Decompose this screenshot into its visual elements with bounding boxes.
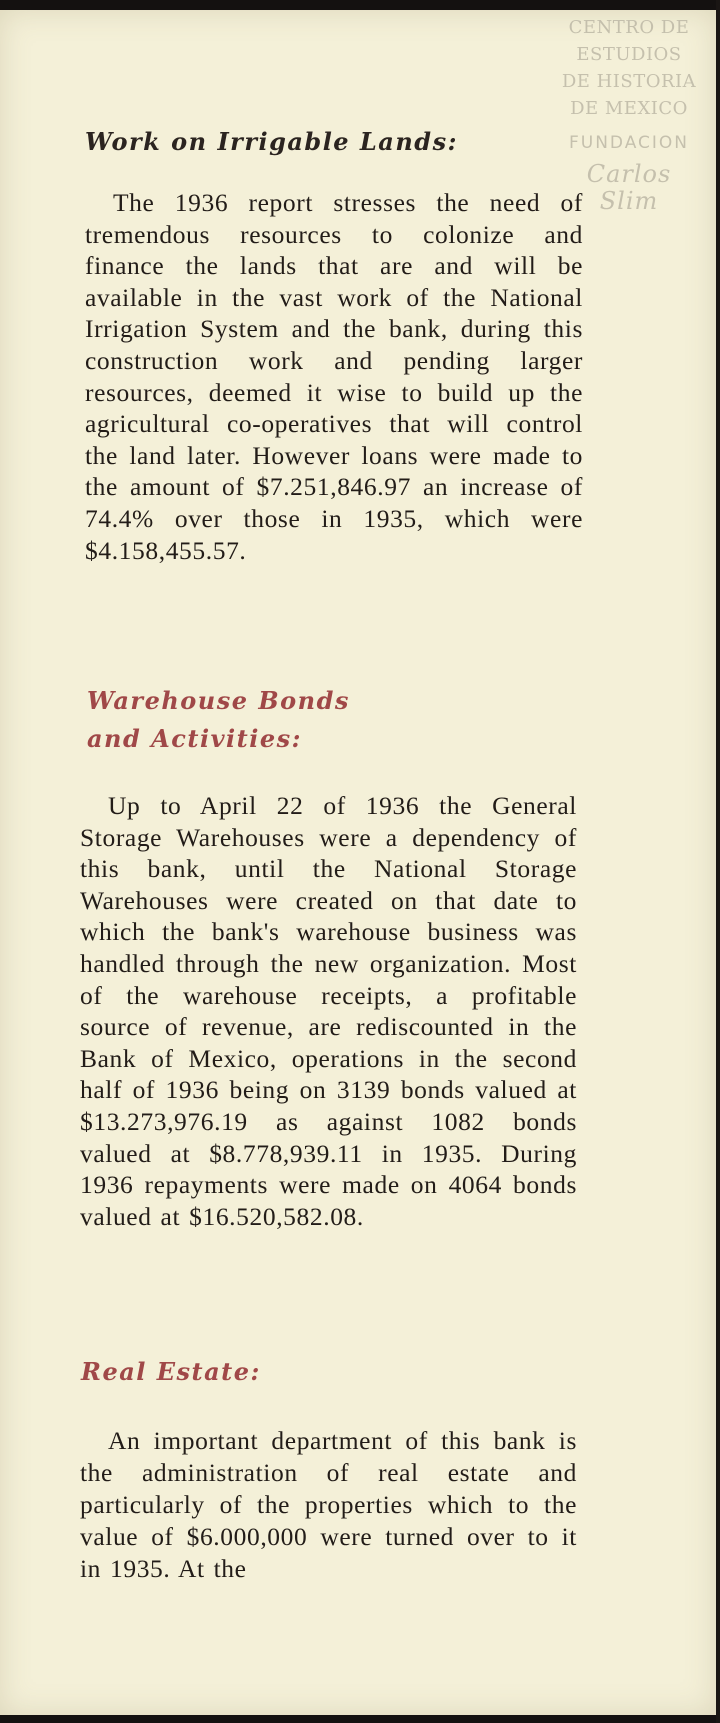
- section-heading-warehouse-line2: and Activities:: [87, 724, 302, 753]
- document-page: [0, 10, 716, 1715]
- section-heading-irrigable-lands: Work on Irrigable Lands:: [85, 127, 458, 156]
- paragraph-text: The 1936 report stresses the need of tremendous resources to colonize and finance the lands that are and will be available in the vast work of the National Irrigation System and the bank, during this construction work and pending larger resources, deemed it wise to build up the agricultural co-operatives that will control the land later. However loans were made to the amount of $7.251,846.97 an increase of 74.4% over those in 1935, which were $4.158,455.57.: [85, 188, 583, 565]
- paragraph-real-estate: [80, 1425, 577, 1585]
- paragraph-text: An important department of this bank is the administration of real estate and particularly of the properties which to the value of $6.000,000 were turned over to it in 1935. At the: [80, 1426, 577, 1583]
- paragraph-text: Up to April 22 of 1936 the General Storage Warehouses were a dependency of this bank, until the National Storage Warehouses were created on that date to which the bank's warehouse business was handled through the new organization. Most of the warehouse receipts, a profitable source of revenue, are rediscounted in the Bank of Mexico, operations in the second half of 1936 being on 3139 bonds valued at $13.273,976.19 as against 1082 bonds valued at $8.778,939.11 in 1935. During 1936 repayments were made on 4064 bonds valued at $16.520,582.08.: [80, 791, 577, 1231]
- paragraph-warehouse-bonds: [80, 790, 577, 1232]
- watermark-line: CENTRO DE: [568, 17, 690, 38]
- paragraph-irrigable-lands: [85, 187, 583, 566]
- watermark-signature: Carlos Slim: [586, 160, 672, 215]
- section-heading-warehouse-line1: Warehouse Bonds: [87, 686, 350, 715]
- page-edge-shadow: [716, 0, 720, 1723]
- watermark-line: DE HISTORIA: [561, 71, 697, 92]
- watermark-foundation: FUNDACION: [568, 133, 690, 153]
- watermark-line: DE MEXICO: [570, 98, 688, 119]
- watermark-line: ESTUDIOS: [576, 44, 682, 65]
- archive-watermark: [554, 14, 704, 215]
- section-heading-real-estate: Real Estate:: [81, 1357, 261, 1386]
